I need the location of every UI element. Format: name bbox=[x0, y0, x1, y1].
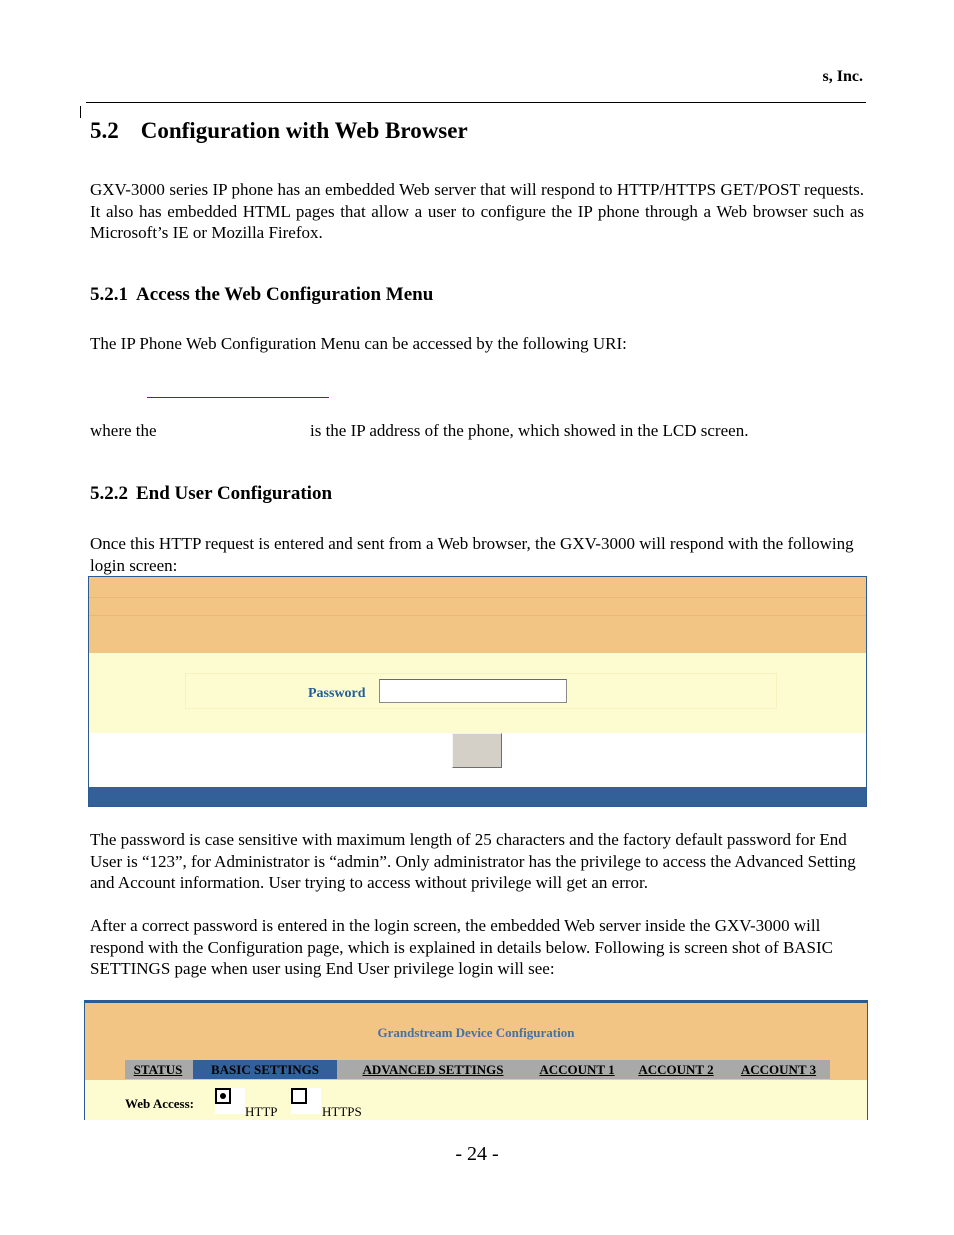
login-screen-screenshot bbox=[88, 576, 867, 807]
section-title: Configuration with Web Browser bbox=[140, 118, 468, 143]
radio-cell-http bbox=[215, 1088, 245, 1114]
subsection-heading-access bbox=[90, 284, 433, 306]
header-margin-mark bbox=[80, 106, 81, 118]
config-screen-screenshot bbox=[84, 1000, 868, 1120]
where-paragraph bbox=[90, 420, 864, 442]
radio-http[interactable] bbox=[215, 1088, 231, 1104]
login-form-area bbox=[89, 653, 866, 733]
login-footer-band bbox=[89, 787, 866, 806]
intro-paragraph: GXV-3000 series IP phone has an embedded Web server that will respond to HTTP/HTTPS GET/POST requests. It also has embedded HTML pages that allow a user to configure the IP phone through a Web browser such as Microsoft’s IE or Mozilla Firefox. bbox=[90, 180, 864, 242]
subsection-number: 5.2.1 bbox=[90, 284, 128, 305]
subsection-title: Access the Web Configuration Menu bbox=[136, 284, 434, 305]
tab-advanced-settings[interactable]: ADVANCED SETTINGS bbox=[362, 1062, 504, 1077]
config-tab-bar bbox=[125, 1060, 830, 1079]
section-number: 5.2 bbox=[90, 118, 119, 143]
password-input[interactable] bbox=[379, 679, 567, 703]
end-user-paragraph: Once this HTTP request is entered and sent from a Web browser, the GXV-3000 will respond with the following login screen: bbox=[90, 534, 854, 575]
web-access-label: Web Access: bbox=[125, 1096, 194, 1111]
subsection-heading-end-user bbox=[90, 483, 332, 505]
after-login-paragraph: After a correct password is entered in the login screen, the embedded Web server inside the GXV-3000 will respond with the Configuration page, which is explained in details below. Following is screen shot of BASIC SETTINGS page when user using End User privilege login will see: bbox=[90, 916, 834, 978]
web-access-row bbox=[85, 1080, 867, 1120]
where-text-before: where the bbox=[90, 421, 157, 440]
tab-basic-settings[interactable]: BASIC SETTINGS bbox=[193, 1060, 337, 1079]
password-label: Password bbox=[308, 686, 366, 701]
config-title: Grandstream Device Configuration bbox=[377, 1025, 575, 1040]
where-text-after: is the IP address of the phone, which showed in the LCD screen. bbox=[310, 421, 749, 440]
header-company: s, Inc. bbox=[822, 68, 863, 85]
login-button[interactable] bbox=[452, 733, 502, 768]
radio-cell-https bbox=[291, 1088, 321, 1114]
password-paragraph: The password is case sensitive with maximum length of 25 characters and the factory default password for End User is “123”, for Administrator is “admin”. Only administrator has the privilege to access the Advanced Setting and Account information. User trying to access without privilege will get an error. bbox=[90, 830, 856, 892]
subsection-number: 5.2.2 bbox=[90, 483, 128, 504]
radio-selected-dot bbox=[220, 1093, 226, 1099]
page-number: - 24 - bbox=[455, 1143, 499, 1165]
tab-status[interactable]: STATUS bbox=[133, 1062, 183, 1077]
access-paragraph: The IP Phone Web Configuration Menu can be accessed by the following URI: bbox=[90, 334, 627, 353]
login-header-band bbox=[89, 577, 866, 597]
login-header-band bbox=[89, 597, 866, 615]
option-label-http: HTTP bbox=[245, 1104, 278, 1119]
tab-account-2[interactable]: ACCOUNT 2 bbox=[638, 1062, 714, 1077]
radio-https[interactable] bbox=[291, 1088, 307, 1104]
uri-link-underline[interactable] bbox=[147, 397, 329, 398]
section-heading bbox=[90, 118, 468, 144]
tab-account-3[interactable]: ACCOUNT 3 bbox=[740, 1062, 817, 1077]
login-header-band bbox=[89, 615, 866, 653]
subsection-title: End User Configuration bbox=[136, 483, 333, 504]
tab-account-1[interactable]: ACCOUNT 1 bbox=[539, 1062, 615, 1077]
option-label-https: HTTPS bbox=[322, 1104, 362, 1119]
header-rule bbox=[86, 102, 866, 103]
